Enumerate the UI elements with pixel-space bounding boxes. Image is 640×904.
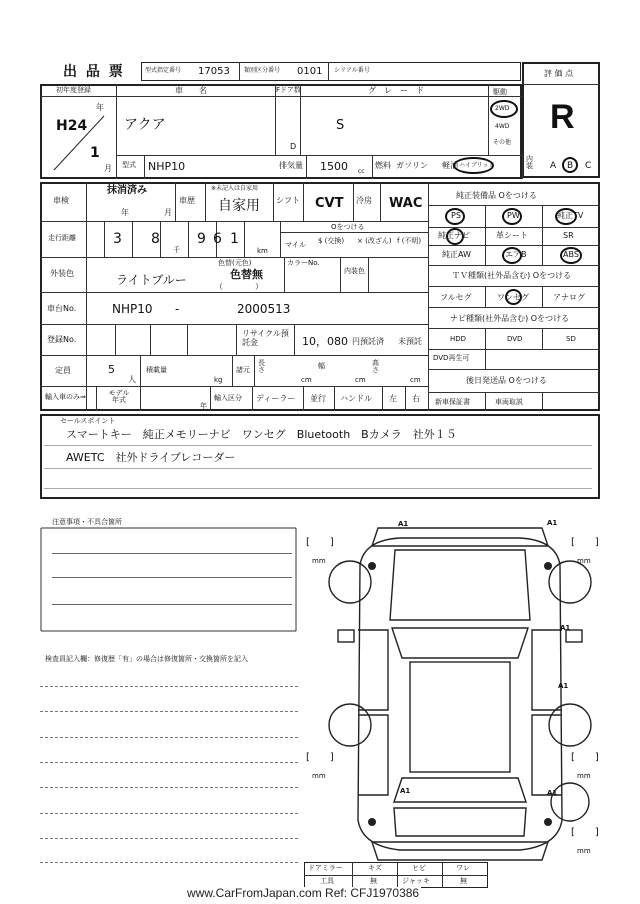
equip-tv: 純正TV [557, 211, 584, 220]
equip-navi-circle [446, 228, 464, 245]
navi-title: ナビ種類(社外品含む) Oをつける [450, 314, 570, 323]
evaluation-label: 評 価 点 [544, 69, 574, 78]
bracket-rl: [ ] [306, 752, 334, 763]
equip-leather: 革シート [496, 231, 528, 240]
year-unit: 年 [96, 103, 104, 112]
drive-2wd: 2WD [495, 105, 510, 112]
equip-ps: PS [451, 211, 461, 220]
equip-navi: 純正ナビ [438, 231, 470, 240]
width-label: 幅 [318, 362, 325, 370]
mile-label: マイル [285, 241, 306, 249]
post-warranty: 新車保証書 [435, 398, 470, 406]
fuel-gas: ガソリン [396, 161, 428, 170]
doors-d: D [290, 142, 297, 151]
color-value: ライトブルー [116, 273, 187, 287]
mileage-digit-5: 1 [230, 231, 239, 247]
reg-year: H24 [56, 118, 88, 134]
reg-month: 1 [90, 145, 100, 161]
mark-rear-right: A1 [547, 789, 558, 797]
doors-label: Fドア数 [276, 86, 301, 94]
color-no-label: カラーNo. [287, 259, 320, 267]
mm-rl: mm [312, 772, 326, 780]
recycle-label: リサイクル預託金 [242, 329, 289, 347]
import-dealer: ディーラー [256, 394, 296, 403]
load-kg: kg [214, 376, 223, 384]
first-reg-label: 初年度登録 [56, 86, 91, 94]
car-name: アクア [124, 117, 166, 133]
mark-front-bumper: A1 [398, 520, 409, 528]
tv-analog: アナログ [553, 293, 585, 302]
damage-header-break: ワレ [456, 864, 470, 872]
inspection-month-unit: 月 [164, 208, 172, 217]
ac-value: WAC [389, 196, 423, 211]
equip-abs-circle [560, 247, 582, 264]
tv-oneseg: ワンセグ [497, 293, 529, 302]
navi-sd: SD [566, 335, 576, 343]
capacity-unit: 人 [128, 375, 136, 384]
chassis-dash: - [175, 302, 180, 316]
height-cm: cm [410, 376, 421, 384]
chassis-model: NHP10 [112, 302, 153, 316]
bracket-fl: [ ] [306, 537, 334, 548]
car-diagram [300, 510, 610, 890]
color-label: 外装色 [50, 269, 74, 278]
length-cm: cm [301, 376, 312, 384]
bracket-fr: [ ] [571, 537, 599, 548]
mark-right-door: A1 [560, 624, 571, 632]
damage-header-mirror: ドアミラー [308, 864, 343, 872]
post-title: 後日発送品 Oをつける [466, 376, 547, 385]
equip-pw: PW [507, 211, 520, 220]
mark-right-rear: A1 [558, 682, 569, 690]
sales-point-label: セールスポイント [60, 417, 116, 425]
drive-other: その他 [493, 139, 512, 146]
mark-rear-bumper: A1 [400, 787, 411, 795]
handle-label: ハンドル [340, 394, 372, 403]
use-value: 自家用 [218, 198, 260, 214]
equip-ps-circle [445, 208, 465, 225]
shift-label: シフト [276, 196, 300, 205]
equip-pw-circle [502, 208, 522, 225]
height-label: 高さ [372, 359, 379, 374]
mileage-label: 走行距離 [48, 234, 76, 242]
post-manual: 車両取説 [495, 398, 523, 406]
drive-4wd: 4WD [495, 123, 510, 130]
inspection-year-unit: 年 [121, 208, 129, 217]
chassis-label: 車台No. [47, 304, 77, 313]
genuine-title: 純正装備品 Oをつける [456, 191, 537, 200]
inspection-label: 車検 [53, 196, 69, 205]
caution-box [38, 525, 300, 635]
handle-right: 右 [412, 394, 420, 403]
repaint-label: 色替(元色) [218, 259, 252, 267]
mileage-km: km [257, 247, 268, 255]
tv-title: ＴＶ種類(社外品含む) Oをつける [452, 271, 572, 280]
mm-spare: mm [577, 847, 591, 855]
inspection-value: 抹消済み [107, 185, 147, 196]
grade-label: グ レ ー ド [368, 86, 424, 95]
fuel-diesel: 軽油 [442, 161, 458, 170]
model-value: NHP10 [148, 160, 186, 173]
drive-2wd-circle [490, 100, 518, 118]
mileage-mark-label: Oをつける [331, 223, 365, 231]
bracket-rr: [ ] [571, 752, 599, 763]
navi-hdd: HDD [450, 335, 467, 343]
use-label: 車歴 [179, 196, 195, 205]
import-only-label: 輸入車のみ⇒ [45, 393, 86, 401]
interior-c: C [585, 161, 592, 171]
equip-abs: ABS [563, 250, 579, 259]
caution-label: 注意事項・不具合箇所 [52, 518, 122, 526]
damage-header-crack: ヒビ [412, 864, 426, 872]
recycle-unpaid: 未預託 [398, 337, 422, 346]
sales-point-line1: スマートキー 純正メモリーナビ ワンセグ Bluetooth Bカメラ 社外１５ [66, 428, 457, 441]
mileage-thousand: 千 [173, 246, 180, 254]
car-name-label: 車 名 [175, 86, 207, 95]
equip-airbag: エアB [505, 250, 527, 259]
watermark: www.CarFromJapan.com Ref: CFJ1970386 [187, 886, 420, 900]
length-label: 長さ [258, 359, 265, 374]
model-approval-no: 17053 [198, 66, 230, 77]
tool-label: 工具 [320, 877, 334, 885]
tool-value: 無 [370, 877, 377, 885]
repaint-paren: （ ） [215, 282, 263, 291]
recycle-value: 10，080 [302, 335, 348, 348]
sales-point-line2: AWETC 社外ドライブレコーダー [66, 451, 236, 464]
mm-fr: mm [577, 557, 591, 565]
ac-label: 冷房 [356, 196, 372, 205]
mm-rr: mm [577, 772, 591, 780]
load-label: 積載量 [146, 366, 167, 374]
recycle-paid: 円預託済 [352, 337, 384, 346]
import-parallel: 並行 [310, 394, 326, 403]
capacity-label: 定員 [55, 366, 71, 375]
import-type-label: 輸入区分 [214, 394, 242, 402]
bracket-spare: [ ] [571, 827, 599, 838]
use-note: ※未記入は自家用 [211, 185, 259, 192]
evaluation-score: R [550, 98, 575, 136]
equip-tv-circle [555, 208, 577, 225]
model-label: 型式 [122, 161, 136, 169]
dims-label: 諸元 [236, 366, 250, 374]
drive-label: 駆動 [493, 88, 507, 96]
jack-value: 無 [460, 877, 467, 885]
damage-header-scratch: キズ [368, 864, 382, 872]
handle-left: 左 [389, 394, 397, 403]
interior-b: B [567, 161, 574, 171]
class-label: 類別区分番号 [244, 67, 281, 74]
swap-label: $ (交換) [318, 237, 345, 245]
tv-fullseg: フルセグ [440, 293, 472, 302]
mileage-digit-3: 9 [197, 231, 206, 247]
equip-sr: SR [563, 231, 574, 240]
model-year-label: モデル年式 [108, 389, 130, 404]
mileage-digit-4: 6 [213, 231, 222, 247]
serial-label: シリアル番号 [334, 67, 370, 74]
interior-a: A [550, 161, 557, 171]
interior-label: 内装 [526, 155, 533, 170]
mm-fl: mm [312, 557, 326, 565]
fuel-label: 燃料 [375, 161, 391, 170]
tv-oneseg-circle [505, 289, 522, 305]
mileage-digit-2: 8 [151, 231, 160, 247]
import-year-unit: 年 [200, 402, 207, 410]
unknown-label: f (不明) [397, 237, 422, 245]
mileage-digit-1: 3 [113, 231, 122, 247]
chassis-number: 2000513 [237, 302, 291, 316]
cc-unit: cc [358, 168, 365, 175]
repaint-value: 色替無 [230, 268, 263, 281]
inspector-label: 検査員記入欄：修復歴「有」の場合は修復箇所・交換箇所を記入 [45, 655, 248, 663]
jack-label: ジャッキ [402, 877, 430, 885]
interior-b-circle [562, 157, 578, 173]
fuel-hybrid-circle [453, 157, 494, 174]
altered-label: × (改ざん) [357, 237, 392, 245]
class-no: 0101 [297, 66, 323, 77]
registration-label: 登録No. [47, 335, 77, 344]
displacement-value: 1500 [320, 160, 348, 173]
capacity-value: 5 [108, 363, 115, 376]
equip-aw: 純正AW [442, 250, 471, 259]
equip-airbag-circle [502, 247, 522, 264]
displacement-label: 排気量 [279, 161, 303, 170]
fuel-hybrid: ハイブリッド [459, 162, 495, 169]
model-approval-label: 型式指定番号 [145, 67, 182, 74]
navi-dvd: DVD [507, 335, 523, 343]
interior-color-label: 内装色 [344, 267, 365, 275]
width-cm: cm [355, 376, 366, 384]
mark-front-right: A1 [547, 519, 558, 527]
month-unit: 月 [104, 164, 112, 173]
dvd-play-label: DVD再生可 [433, 354, 470, 362]
sheet-title: 出 品 票 [63, 64, 125, 80]
shift-value: CVT [315, 196, 344, 211]
grade-value: S [336, 118, 345, 133]
